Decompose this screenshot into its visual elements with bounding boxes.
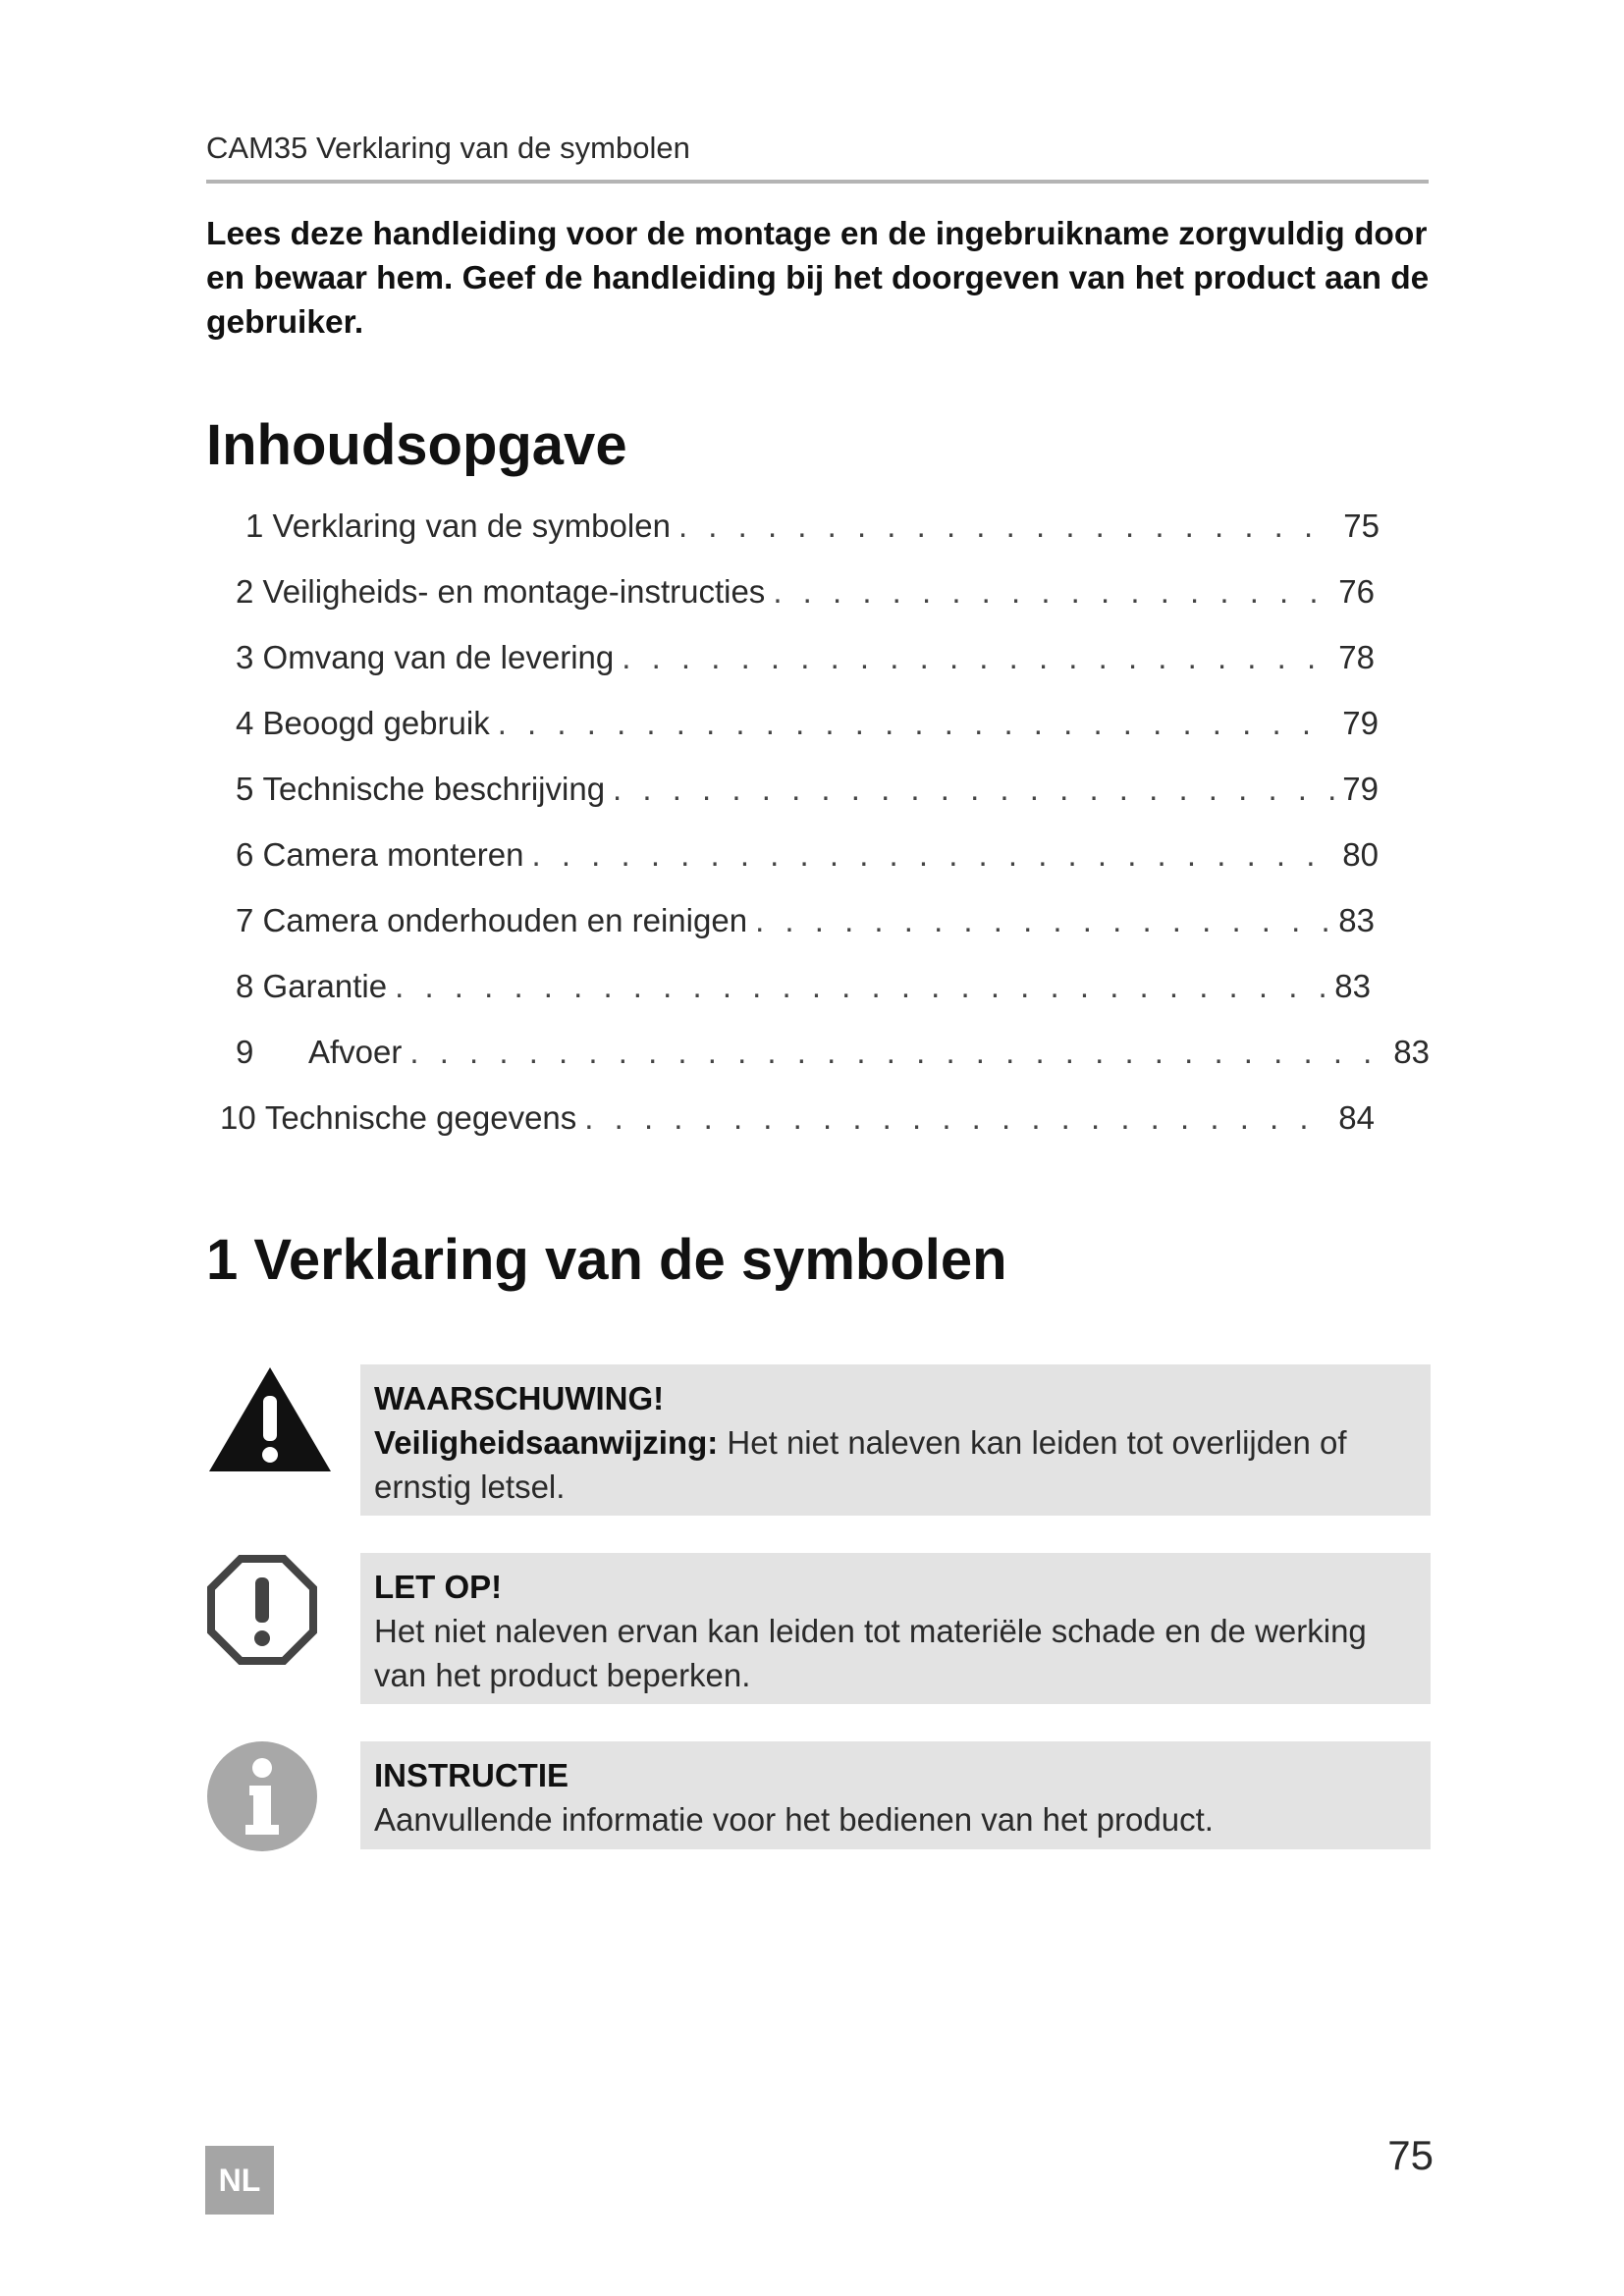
toc-item[interactable]: 1 Verklaring van de symbolen . . . 75 — [245, 507, 1380, 551]
note-heading: LET OP! — [374, 1569, 503, 1605]
toc-leader — [773, 573, 1330, 611]
language-badge: NL — [205, 2146, 274, 2215]
warning-triangle-icon — [206, 1364, 334, 1474]
toc-item[interactable]: 10 Technische gegevens . . . 84 — [220, 1099, 1375, 1143]
info-icon — [206, 1740, 318, 1852]
note-text: Het niet naleven kan leiden tot overlijden of ernstig letsel. — [374, 1424, 1347, 1505]
running-header: CAM35 Verklaring van de symbolen — [206, 131, 1429, 184]
toc-leader — [584, 1099, 1330, 1137]
warning-note — [360, 1364, 1431, 1516]
toc-item[interactable]: 7 Camera onderhouden en reinigen . . . 83 — [236, 902, 1375, 945]
toc-leader — [755, 902, 1330, 939]
instruction-note — [360, 1741, 1431, 1849]
note-heading: WAARSCHUWING! — [374, 1380, 665, 1416]
toc-leader — [613, 771, 1334, 808]
intro-paragraph: Lees deze handleiding voor de montage en de ingebruikname zorgvuldig door en bewaar hem. Geef de handleiding bij het doorgeven van het product aan de gebruiker. — [206, 216, 1430, 341]
note-text: Aanvullende informatie voor het bedienen van het product. — [374, 1801, 1214, 1838]
toc-leader — [678, 507, 1335, 545]
toc-leader — [409, 1034, 1385, 1071]
toc-leader — [498, 705, 1335, 742]
note-text: Het niet naleven ervan kan leiden tot materiële schade en de werking van het product beperken. — [374, 1613, 1367, 1693]
toc-item[interactable]: 3 Omvang van de levering . . . 78 — [236, 639, 1375, 682]
toc-item[interactable]: 5 Technische beschrijving . . . 79 — [236, 771, 1379, 814]
toc-item[interactable]: 2 Veiligheids- en montage-instructies . . . 76 — [236, 573, 1375, 616]
attention-octagon-icon — [206, 1554, 318, 1666]
toc-leader — [622, 639, 1330, 676]
toc-title: Inhoudsopgave — [206, 413, 627, 477]
toc-leader — [395, 968, 1326, 1005]
section-title: 1 Verklaring van de symbolen — [206, 1228, 1007, 1292]
toc-leader — [531, 836, 1334, 874]
page-number: 75 — [1387, 2132, 1434, 2178]
toc-item[interactable]: 6 Camera monteren . . . 80 — [236, 836, 1379, 880]
toc-item[interactable]: 4 Beoogd gebruik . . . 79 — [236, 705, 1379, 748]
toc-item[interactable]: 9 Afvoer . . . 83 — [236, 1034, 1430, 1077]
toc-item[interactable]: 8 Garantie . . . 83 — [236, 968, 1371, 1011]
attention-note — [360, 1553, 1431, 1704]
note-bold-label: Veiligheidsaanwijzing: — [374, 1424, 719, 1461]
note-heading: INSTRUCTIE — [374, 1757, 568, 1793]
